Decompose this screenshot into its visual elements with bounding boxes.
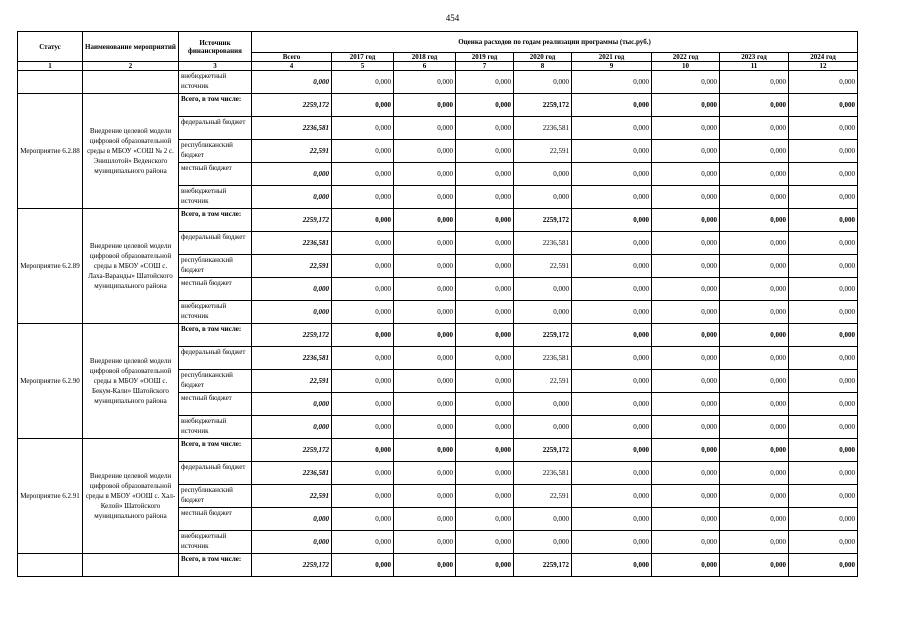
amount-total: 2259,172 bbox=[252, 94, 332, 117]
amount-year: 0,000 bbox=[514, 71, 572, 94]
amount-year: 0,000 bbox=[720, 347, 789, 370]
amount-year: 0,000 bbox=[332, 255, 394, 278]
amount-year: 0,000 bbox=[572, 462, 652, 485]
amount-year: 0,000 bbox=[456, 140, 514, 163]
amount-year: 0,000 bbox=[394, 71, 456, 94]
amount-year: 0,000 bbox=[572, 186, 652, 209]
amount-year: 0,000 bbox=[720, 531, 789, 554]
amount-year: 0,000 bbox=[394, 370, 456, 393]
amount-year: 0,000 bbox=[652, 209, 720, 232]
funding-source: внебюджетный источник bbox=[179, 71, 252, 94]
status-cell-empty bbox=[18, 554, 83, 577]
measure-name: Внедрение целевой модели цифровой образовательной среды в МБОУ «ООШ с. Бекум-Кали» Шатойского муниципального района bbox=[83, 324, 179, 439]
amount-year: 0,000 bbox=[789, 232, 858, 255]
amount-total: 22,591 bbox=[252, 370, 332, 393]
measure-name: Внедрение целевой модели цифровой образовательной среды в МБОУ «СОШ с. Лаха-Варанды» Шатойского муниципального района bbox=[83, 209, 179, 324]
column-number: 11 bbox=[720, 62, 789, 71]
funding-source: внебюджетный источник bbox=[179, 301, 252, 324]
amount-year: 0,000 bbox=[572, 508, 652, 531]
amount-year: 0,000 bbox=[789, 508, 858, 531]
amount-year: 0,000 bbox=[652, 416, 720, 439]
amount-total: 22,591 bbox=[252, 140, 332, 163]
amount-year: 0,000 bbox=[456, 232, 514, 255]
amount-year: 0,000 bbox=[332, 416, 394, 439]
amount-year: 0,000 bbox=[514, 531, 572, 554]
amount-year: 0,000 bbox=[720, 278, 789, 301]
amount-year: 0,000 bbox=[652, 117, 720, 140]
funding-source: Всего, в том числе: bbox=[179, 209, 252, 232]
amount-year: 0,000 bbox=[394, 209, 456, 232]
measure-status: Мероприятие 6.2.91 bbox=[18, 439, 83, 554]
amount-year: 0,000 bbox=[720, 485, 789, 508]
amount-year: 0,000 bbox=[332, 485, 394, 508]
amount-year: 22,591 bbox=[514, 255, 572, 278]
amount-year: 0,000 bbox=[720, 163, 789, 186]
amount-year: 2236,581 bbox=[514, 347, 572, 370]
amount-year: 22,591 bbox=[514, 140, 572, 163]
amount-year: 0,000 bbox=[394, 416, 456, 439]
column-number: 1 bbox=[18, 62, 83, 71]
amount-year: 0,000 bbox=[789, 140, 858, 163]
amount-total: 0,000 bbox=[252, 508, 332, 531]
amount-year: 0,000 bbox=[720, 232, 789, 255]
amount-year: 0,000 bbox=[652, 324, 720, 347]
amount-year: 0,000 bbox=[332, 508, 394, 531]
amount-year: 0,000 bbox=[652, 508, 720, 531]
column-number: 4 bbox=[252, 62, 332, 71]
amount-year: 0,000 bbox=[394, 531, 456, 554]
amount-year: 0,000 bbox=[720, 439, 789, 462]
amount-year: 0,000 bbox=[789, 301, 858, 324]
amount-year: 0,000 bbox=[394, 117, 456, 140]
amount-year: 0,000 bbox=[514, 416, 572, 439]
funding-source: федеральный бюджет bbox=[179, 462, 252, 485]
amount-year: 0,000 bbox=[332, 393, 394, 416]
funding-source: республиканский бюджет bbox=[179, 370, 252, 393]
funding-source: Всего, в том числе: bbox=[179, 554, 252, 577]
amount-year: 0,000 bbox=[332, 232, 394, 255]
budget-table bbox=[17, 31, 858, 577]
amount-year: 0,000 bbox=[720, 393, 789, 416]
amount-year: 0,000 bbox=[394, 140, 456, 163]
amount-year: 0,000 bbox=[652, 232, 720, 255]
column-number: 2 bbox=[83, 62, 179, 71]
amount-year: 0,000 bbox=[572, 416, 652, 439]
amount-year: 0,000 bbox=[456, 209, 514, 232]
amount-year: 0,000 bbox=[394, 94, 456, 117]
amount-year: 0,000 bbox=[572, 439, 652, 462]
funding-source: местный бюджет bbox=[179, 393, 252, 416]
amount-year: 0,000 bbox=[652, 439, 720, 462]
amount-year: 0,000 bbox=[720, 416, 789, 439]
amount-year: 0,000 bbox=[514, 393, 572, 416]
funding-source: республиканский бюджет bbox=[179, 485, 252, 508]
amount-year: 0,000 bbox=[789, 278, 858, 301]
column-number: 8 bbox=[514, 62, 572, 71]
amount-year: 0,000 bbox=[652, 163, 720, 186]
amount-total: 0,000 bbox=[252, 393, 332, 416]
amount-year: 0,000 bbox=[652, 485, 720, 508]
amount-year: 0,000 bbox=[789, 163, 858, 186]
amount-year: 0,000 bbox=[652, 347, 720, 370]
amount-year: 0,000 bbox=[456, 393, 514, 416]
page-number: 454 bbox=[445, 13, 460, 23]
amount-year: 0,000 bbox=[394, 393, 456, 416]
header-estimate: Оценка расходов по годам реализации программы (тыс.руб.) bbox=[252, 32, 858, 53]
amount-total: 0,000 bbox=[252, 278, 332, 301]
amount-year: 22,591 bbox=[514, 485, 572, 508]
amount-year: 0,000 bbox=[332, 370, 394, 393]
funding-source: местный бюджет bbox=[179, 278, 252, 301]
amount-year: 0,000 bbox=[456, 186, 514, 209]
amount-year: 0,000 bbox=[514, 301, 572, 324]
amount-year: 0,000 bbox=[789, 439, 858, 462]
amount-year: 0,000 bbox=[332, 439, 394, 462]
amount-year: 0,000 bbox=[720, 301, 789, 324]
name-cell-empty bbox=[83, 554, 179, 577]
amount-year: 0,000 bbox=[394, 462, 456, 485]
column-number: 7 bbox=[456, 62, 514, 71]
amount-year: 0,000 bbox=[572, 301, 652, 324]
amount-year: 0,000 bbox=[789, 347, 858, 370]
amount-year: 0,000 bbox=[789, 416, 858, 439]
amount-year: 0,000 bbox=[514, 508, 572, 531]
funding-source: внебюджетный источник bbox=[179, 416, 252, 439]
amount-year: 0,000 bbox=[456, 278, 514, 301]
funding-source: республиканский бюджет bbox=[179, 255, 252, 278]
header-name: Наименование мероприятий bbox=[83, 32, 179, 62]
amount-year: 0,000 bbox=[456, 485, 514, 508]
amount-year: 0,000 bbox=[456, 439, 514, 462]
amount-total: 22,591 bbox=[252, 485, 332, 508]
amount-year: 0,000 bbox=[332, 117, 394, 140]
amount-year: 0,000 bbox=[720, 508, 789, 531]
amount-year: 0,000 bbox=[332, 94, 394, 117]
funding-source: внебюджетный источник bbox=[179, 186, 252, 209]
amount-year: 0,000 bbox=[332, 163, 394, 186]
amount-year: 22,591 bbox=[514, 370, 572, 393]
amount-year: 0,000 bbox=[332, 324, 394, 347]
amount-year: 0,000 bbox=[572, 370, 652, 393]
amount-year: 0,000 bbox=[652, 393, 720, 416]
amount-year: 0,000 bbox=[652, 462, 720, 485]
funding-source: федеральный бюджет bbox=[179, 117, 252, 140]
amount-year: 0,000 bbox=[652, 554, 720, 577]
amount-year: 0,000 bbox=[456, 554, 514, 577]
amount-year: 0,000 bbox=[720, 462, 789, 485]
amount-year: 0,000 bbox=[572, 531, 652, 554]
amount-year: 0,000 bbox=[652, 531, 720, 554]
amount-year: 0,000 bbox=[332, 462, 394, 485]
amount-year: 0,000 bbox=[789, 117, 858, 140]
column-number: 5 bbox=[332, 62, 394, 71]
header-year: 2018 год bbox=[394, 53, 456, 62]
amount-year: 0,000 bbox=[789, 71, 858, 94]
amount-year: 0,000 bbox=[720, 186, 789, 209]
header-year: 2024 год bbox=[789, 53, 858, 62]
amount-year: 0,000 bbox=[720, 117, 789, 140]
amount-year: 0,000 bbox=[332, 71, 394, 94]
table-row bbox=[18, 439, 858, 462]
table-body bbox=[18, 71, 858, 577]
amount-year: 0,000 bbox=[456, 462, 514, 485]
amount-year: 0,000 bbox=[394, 163, 456, 186]
column-number: 9 bbox=[572, 62, 652, 71]
amount-year: 0,000 bbox=[456, 94, 514, 117]
amount-year: 0,000 bbox=[572, 140, 652, 163]
amount-year: 0,000 bbox=[789, 94, 858, 117]
amount-total: 0,000 bbox=[252, 531, 332, 554]
measure-status: Мероприятие 6.2.90 bbox=[18, 324, 83, 439]
amount-total: 2236,581 bbox=[252, 117, 332, 140]
table-row bbox=[18, 554, 858, 577]
amount-total: 22,591 bbox=[252, 255, 332, 278]
amount-year: 0,000 bbox=[789, 485, 858, 508]
amount-year: 0,000 bbox=[572, 71, 652, 94]
amount-year: 0,000 bbox=[572, 324, 652, 347]
amount-year: 0,000 bbox=[720, 554, 789, 577]
header-year: 2019 год bbox=[456, 53, 514, 62]
amount-total: 2259,172 bbox=[252, 209, 332, 232]
amount-year: 0,000 bbox=[572, 347, 652, 370]
funding-source: местный бюджет bbox=[179, 508, 252, 531]
amount-year: 0,000 bbox=[394, 232, 456, 255]
amount-total: 2259,172 bbox=[252, 324, 332, 347]
amount-year: 0,000 bbox=[720, 370, 789, 393]
amount-year: 0,000 bbox=[332, 186, 394, 209]
header-year: 2023 год bbox=[720, 53, 789, 62]
amount-year: 0,000 bbox=[456, 71, 514, 94]
funding-source: федеральный бюджет bbox=[179, 347, 252, 370]
amount-year: 2236,581 bbox=[514, 232, 572, 255]
status-cell-empty bbox=[18, 71, 83, 94]
amount-year: 0,000 bbox=[652, 71, 720, 94]
amount-year: 0,000 bbox=[332, 209, 394, 232]
amount-year: 0,000 bbox=[572, 255, 652, 278]
amount-year: 0,000 bbox=[456, 117, 514, 140]
table-row bbox=[18, 324, 858, 347]
funding-source: республиканский бюджет bbox=[179, 140, 252, 163]
header-total: Всего bbox=[252, 53, 332, 62]
amount-year: 2259,172 bbox=[514, 209, 572, 232]
column-number: 12 bbox=[789, 62, 858, 71]
amount-year: 0,000 bbox=[720, 209, 789, 232]
amount-total: 0,000 bbox=[252, 416, 332, 439]
name-cell-empty bbox=[83, 71, 179, 94]
funding-source: Всего, в том числе: bbox=[179, 324, 252, 347]
amount-total: 2236,581 bbox=[252, 347, 332, 370]
amount-year: 0,000 bbox=[572, 163, 652, 186]
amount-year: 0,000 bbox=[652, 94, 720, 117]
amount-total: 2236,581 bbox=[252, 232, 332, 255]
amount-year: 0,000 bbox=[456, 508, 514, 531]
header-year: 2017 год bbox=[332, 53, 394, 62]
amount-year: 2259,172 bbox=[514, 324, 572, 347]
amount-year: 0,000 bbox=[394, 186, 456, 209]
amount-year: 0,000 bbox=[456, 531, 514, 554]
amount-year: 0,000 bbox=[394, 554, 456, 577]
header-year: 2021 год bbox=[572, 53, 652, 62]
amount-year: 2236,581 bbox=[514, 462, 572, 485]
column-number: 3 bbox=[179, 62, 252, 71]
amount-year: 0,000 bbox=[394, 347, 456, 370]
amount-year: 0,000 bbox=[652, 140, 720, 163]
amount-year: 2259,172 bbox=[514, 554, 572, 577]
amount-year: 0,000 bbox=[789, 209, 858, 232]
amount-year: 0,000 bbox=[572, 232, 652, 255]
amount-year: 2259,172 bbox=[514, 439, 572, 462]
amount-year: 0,000 bbox=[456, 301, 514, 324]
amount-year: 0,000 bbox=[572, 393, 652, 416]
amount-year: 0,000 bbox=[394, 255, 456, 278]
amount-year: 0,000 bbox=[572, 94, 652, 117]
amount-total: 0,000 bbox=[252, 71, 332, 94]
column-number: 6 bbox=[394, 62, 456, 71]
amount-year: 0,000 bbox=[456, 370, 514, 393]
amount-year: 0,000 bbox=[332, 347, 394, 370]
amount-year: 0,000 bbox=[514, 163, 572, 186]
amount-year: 2259,172 bbox=[514, 94, 572, 117]
amount-year: 0,000 bbox=[456, 163, 514, 186]
amount-year: 0,000 bbox=[332, 278, 394, 301]
amount-total: 0,000 bbox=[252, 186, 332, 209]
amount-year: 0,000 bbox=[789, 370, 858, 393]
amount-year: 0,000 bbox=[789, 186, 858, 209]
column-number: 10 bbox=[652, 62, 720, 71]
header-year: 2020 год bbox=[514, 53, 572, 62]
header-year: 2022 год bbox=[652, 53, 720, 62]
amount-year: 0,000 bbox=[394, 324, 456, 347]
amount-total: 2236,581 bbox=[252, 462, 332, 485]
amount-year: 0,000 bbox=[514, 186, 572, 209]
amount-year: 0,000 bbox=[394, 508, 456, 531]
amount-year: 0,000 bbox=[652, 255, 720, 278]
amount-year: 0,000 bbox=[456, 416, 514, 439]
amount-total: 2259,172 bbox=[252, 439, 332, 462]
funding-source: Всего, в том числе: bbox=[179, 439, 252, 462]
amount-year: 0,000 bbox=[789, 531, 858, 554]
amount-year: 0,000 bbox=[572, 278, 652, 301]
amount-year: 0,000 bbox=[652, 370, 720, 393]
amount-year: 0,000 bbox=[572, 209, 652, 232]
table-row bbox=[18, 71, 858, 94]
amount-year: 0,000 bbox=[720, 324, 789, 347]
amount-year: 0,000 bbox=[572, 117, 652, 140]
amount-year: 0,000 bbox=[456, 347, 514, 370]
header-status: Статус bbox=[18, 32, 83, 62]
amount-year: 0,000 bbox=[789, 255, 858, 278]
amount-year: 0,000 bbox=[720, 140, 789, 163]
measure-name: Внедрение целевой модели цифровой образовательной среды в МБОУ «СОШ № 2 с. Энишлотой» Веденского муниципального района bbox=[83, 94, 179, 209]
table-row bbox=[18, 94, 858, 117]
column-number-row bbox=[18, 62, 858, 71]
amount-year: 0,000 bbox=[394, 485, 456, 508]
funding-source: местный бюджет bbox=[179, 163, 252, 186]
amount-year: 0,000 bbox=[332, 301, 394, 324]
amount-year: 0,000 bbox=[332, 531, 394, 554]
amount-year: 0,000 bbox=[394, 439, 456, 462]
table-row bbox=[18, 209, 858, 232]
funding-source: Всего, в том числе: bbox=[179, 94, 252, 117]
amount-year: 0,000 bbox=[789, 324, 858, 347]
amount-year: 0,000 bbox=[789, 462, 858, 485]
amount-year: 0,000 bbox=[652, 278, 720, 301]
amount-year: 0,000 bbox=[720, 94, 789, 117]
funding-source: федеральный бюджет bbox=[179, 232, 252, 255]
amount-year: 0,000 bbox=[394, 278, 456, 301]
amount-total: 2259,172 bbox=[252, 554, 332, 577]
amount-year: 0,000 bbox=[456, 255, 514, 278]
amount-year: 0,000 bbox=[789, 554, 858, 577]
measure-status: Мероприятие 6.2.88 bbox=[18, 94, 83, 209]
header-source: Источник финансирования bbox=[179, 32, 252, 62]
amount-year: 0,000 bbox=[456, 324, 514, 347]
measure-status: Мероприятие 6.2.89 bbox=[18, 209, 83, 324]
amount-year: 0,000 bbox=[720, 71, 789, 94]
amount-year: 0,000 bbox=[514, 278, 572, 301]
amount-year: 0,000 bbox=[652, 186, 720, 209]
amount-total: 0,000 bbox=[252, 301, 332, 324]
amount-year: 0,000 bbox=[332, 140, 394, 163]
measure-name: Внедрение целевой модели цифровой образовательной среды в МБОУ «ООШ с. Хал-Келой» Шатойского муниципального района bbox=[83, 439, 179, 554]
amount-year: 0,000 bbox=[572, 485, 652, 508]
amount-year: 2236,581 bbox=[514, 117, 572, 140]
amount-total: 0,000 bbox=[252, 163, 332, 186]
amount-year: 0,000 bbox=[652, 301, 720, 324]
amount-year: 0,000 bbox=[789, 393, 858, 416]
amount-year: 0,000 bbox=[332, 554, 394, 577]
funding-source: внебюджетный источник bbox=[179, 531, 252, 554]
amount-year: 0,000 bbox=[720, 255, 789, 278]
amount-year: 0,000 bbox=[394, 301, 456, 324]
amount-year: 0,000 bbox=[572, 554, 652, 577]
